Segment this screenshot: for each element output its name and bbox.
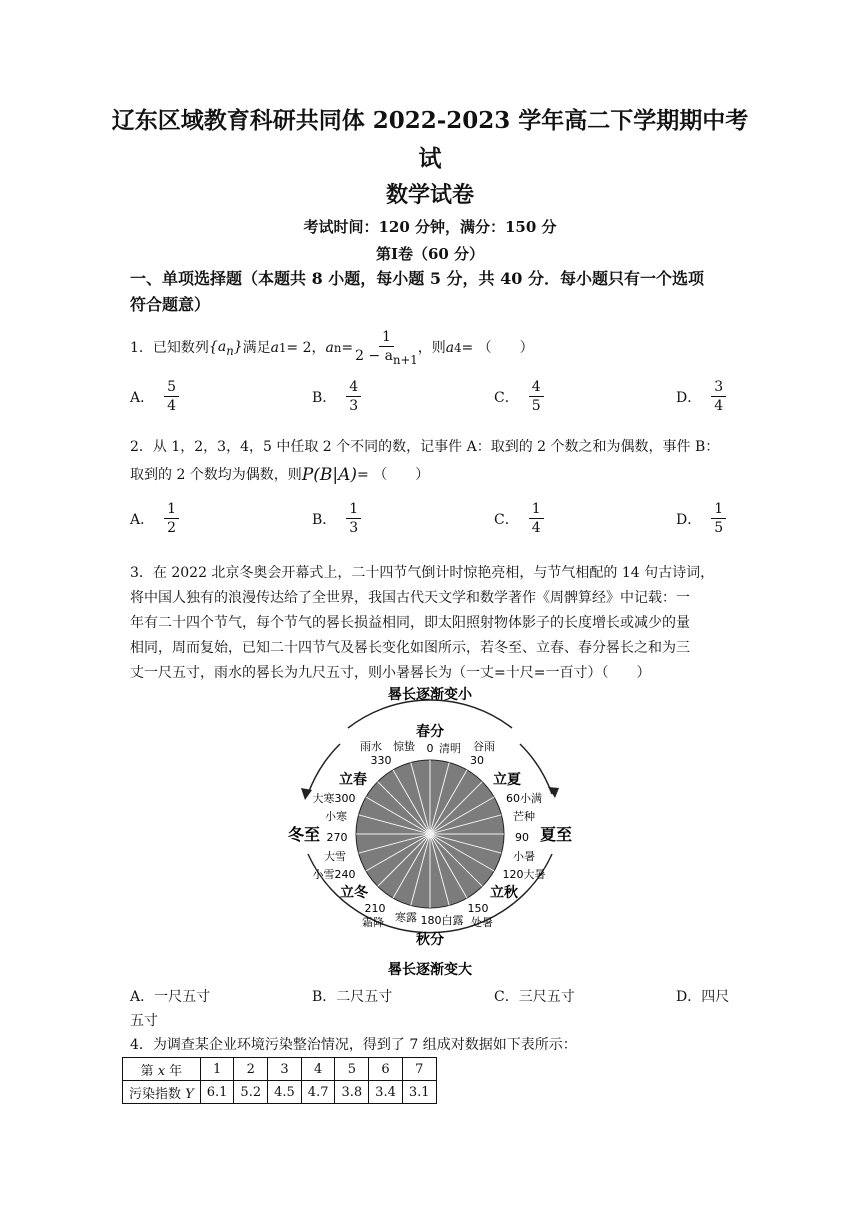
term-label: 小雪240 (312, 868, 356, 881)
figure-top-caption: 晷长逐渐变小 (388, 687, 472, 703)
q1-option-d[interactable] (676, 378, 726, 415)
term-label: 清明 (439, 742, 461, 755)
arrow-up-left-icon (301, 788, 312, 800)
option-text: 三尺五寸 (518, 989, 575, 1005)
term-label: 小寒 (325, 810, 347, 823)
q1-prefix: 1．已知数列 (130, 340, 209, 357)
q3-option-d[interactable] (676, 986, 729, 1006)
q1-frac-den-sub: n+1 (393, 352, 418, 367)
header-prefix: 第 (140, 1063, 158, 1079)
term-label: 270 (326, 831, 348, 844)
table-cell: 1 (200, 1058, 234, 1081)
q3-option-a[interactable] (130, 986, 210, 1006)
option-den: 5 (531, 398, 541, 414)
option-den: 3 (349, 520, 359, 536)
q1-mid2: ，则 (417, 340, 446, 357)
q1-frac-den (355, 347, 418, 369)
option-label: B． (312, 389, 337, 406)
question-1-stem (130, 328, 730, 369)
q1-an: a (325, 340, 334, 357)
term-label: 150 (467, 902, 489, 915)
q1-a1-eq: = 2， (286, 340, 326, 357)
exam-title-line2: 试 (418, 145, 442, 172)
term-label: 处暑 (471, 916, 493, 929)
table-cell: 5.2 (234, 1081, 268, 1104)
table-cell: 5 (335, 1058, 369, 1081)
term-label: 立秋 (490, 885, 518, 901)
q1-a4-sub: 4 (454, 341, 462, 356)
option-den: 3 (349, 398, 359, 414)
option-den: 5 (714, 520, 724, 536)
option-label: D． (676, 511, 702, 528)
question-2-line1: 2．从 1，2，3，4，5 中任取 2 个不同的数，记事件 A：取到的 2 个数之和为偶数，事件 B： (130, 439, 720, 455)
table-cell: 3.8 (335, 1081, 369, 1104)
option-text: 二尺五寸 (336, 989, 393, 1005)
option-label: B． (312, 511, 337, 528)
term-label: 惊蛰 (393, 740, 415, 753)
term-label: 210 (364, 902, 386, 915)
option-num: 1 (529, 500, 544, 519)
table-row (123, 1058, 437, 1081)
option-label: A． (130, 989, 155, 1005)
top-right-arc (520, 744, 552, 794)
q1-seq-close: } (233, 338, 243, 355)
option-num: 1 (711, 500, 726, 519)
q1-mid1: 满足 (242, 340, 271, 357)
q2-prefix: 取到的 2 个数均为偶数，则 (130, 467, 302, 483)
option-num: 4 (346, 378, 361, 397)
table-cell: 4 (301, 1058, 335, 1081)
q1-option-c[interactable] (494, 378, 544, 415)
table-cell: 4.5 (268, 1081, 302, 1104)
table-header-index (123, 1081, 201, 1104)
figure-bottom-caption: 晷长逐渐变大 (388, 962, 472, 978)
term-label: 春分 (416, 724, 444, 740)
option-label: C． (494, 989, 519, 1005)
option-text: 一尺五寸 (154, 989, 211, 1005)
term-label: 30 (470, 754, 484, 767)
term-label: 秋分 (416, 932, 444, 948)
question-3-line1: 3．在 2022 北京冬奥会开幕式上，二十四节气倒计时惊艳亮相，与节气相配的 14 句古诗词， (130, 565, 715, 581)
term-label: 立夏 (493, 772, 521, 788)
q2-prob: P(B|A) (301, 465, 358, 485)
term-label: 雨水 (360, 740, 382, 753)
header-suffix: 年 (165, 1063, 183, 1079)
q1-an-sub: n (333, 341, 342, 356)
q1-suffix: = （ ） (461, 340, 534, 357)
option-label: C． (494, 389, 519, 406)
table-row (123, 1081, 437, 1104)
q1-frac-den-text: 2 − a (355, 348, 393, 364)
term-label: 180白露 (420, 914, 464, 927)
term-label: 90 (515, 831, 529, 844)
section-heading-2: 符合题意） (130, 295, 211, 314)
q3-option-b[interactable] (312, 986, 392, 1006)
table-cell: 3.1 (402, 1081, 436, 1104)
terms-spokes (356, 760, 504, 908)
q1-frac-num: 1 (379, 328, 394, 347)
question-3-line2: 将中国人独有的浪漫传达给了全世界，我国古代天文学和数学著作《周髀算经》中记载：一 (130, 590, 690, 606)
header-var: Y (185, 1086, 194, 1102)
summer-solstice-label: 夏至 (539, 825, 573, 844)
table-cell: 6 (369, 1058, 403, 1081)
exam-info: 考试时间：120 分钟，满分：150 分 (303, 218, 557, 236)
q2-option-c[interactable] (494, 500, 544, 537)
term-label: 60小满 (506, 792, 542, 805)
option-den: 4 (531, 520, 541, 536)
top-left-arc (308, 744, 340, 794)
q2-option-b[interactable] (312, 500, 361, 537)
table-cell: 2 (234, 1058, 268, 1081)
q2-option-d[interactable] (676, 500, 726, 537)
q1-a4: a (445, 340, 455, 357)
subject-title: 数学试卷 (385, 182, 474, 208)
term-label: 谷雨 (473, 740, 495, 753)
term-label: 寒露 (395, 911, 417, 924)
part-heading: 第Ⅰ卷（60 分） (375, 245, 485, 263)
q1-seq-var: {a (208, 338, 227, 355)
term-label: 立冬 (340, 885, 368, 901)
term-label: 330 (370, 754, 392, 767)
option-num: 3 (711, 378, 726, 397)
option-label: C． (494, 511, 519, 528)
q1-seq (209, 334, 243, 364)
term-label: 0 (426, 742, 434, 755)
option-den: 2 (167, 520, 177, 536)
q2-option-a[interactable] (130, 500, 179, 537)
term-label: 小暑 (513, 850, 535, 863)
term-label: 立春 (339, 772, 367, 788)
question-2-line2 (130, 462, 730, 488)
header-var: x (157, 1063, 166, 1079)
table-cell: 3 (268, 1058, 302, 1081)
arrow-right-icon (548, 787, 559, 798)
table-cell: 6.1 (200, 1081, 234, 1104)
question-3-line3: 年有二十四个节气，每个节气的晷长损益相同，即太阳照射物体影子的长度增长或减少的量 (130, 615, 690, 631)
data-table (122, 1057, 437, 1104)
option-text: 四尺 (701, 989, 730, 1005)
q3-option-d-wrap: 五寸 (130, 1013, 158, 1029)
solar-terms-figure (270, 684, 590, 980)
term-label: 芒种 (513, 810, 535, 823)
option-label: D． (676, 389, 702, 406)
option-label: B． (312, 989, 337, 1005)
q1-an-eq: = (341, 340, 354, 357)
question-4-intro: 4．为调查某企业环境污染整治情况，得到了 7 组成对数据如下表所示： (130, 1037, 577, 1053)
section-heading-1: 一、单项选择题（本题共 8 小题，每小题 5 分，共 40 分．每小题只有一个选项 (130, 269, 704, 288)
header-prefix: 污染指数 (129, 1086, 186, 1102)
q3-option-c[interactable] (494, 986, 575, 1006)
option-den: 4 (714, 398, 724, 414)
winter-solstice-label: 冬至 (287, 825, 321, 844)
table-cell: 7 (402, 1058, 436, 1081)
option-num: 1 (346, 500, 361, 519)
term-label: 大寒300 (312, 792, 356, 805)
question-3-line5: 丈一尺五寸，雨水的晷长为九尺五寸，则小暑晷长为（一丈=十尺=一百寸）（ ） (130, 665, 651, 681)
option-label: A． (130, 389, 155, 406)
option-num: 5 (164, 378, 179, 397)
q1-a1-sub: 1 (278, 341, 287, 356)
question-3-line4: 相同，周而复始，已知二十四节气及晷长变化如图所示，若冬至、立春、春分晷长之和为三 (130, 640, 690, 656)
q1-option-a[interactable] (130, 378, 179, 415)
table-cell: 4.7 (301, 1081, 335, 1104)
table-cell: 3.4 (369, 1081, 403, 1104)
option-num: 1 (164, 500, 179, 519)
term-label: 120大暑 (502, 868, 546, 881)
table-header-year (123, 1058, 201, 1081)
option-num: 4 (529, 378, 544, 397)
exam-title-line1: 辽东区域教育科研共同体 2022-2023 学年高二下学期期中考 (111, 107, 749, 134)
term-label: 霜降 (362, 916, 384, 929)
q1-a1: a (270, 340, 279, 357)
option-den: 4 (167, 398, 177, 414)
term-label: 大雪 (324, 850, 346, 863)
q1-seq-sub: n (226, 343, 234, 358)
option-label: A． (130, 511, 155, 528)
q1-fraction (355, 328, 418, 369)
q1-option-b[interactable] (312, 378, 361, 415)
option-label: D． (676, 989, 702, 1005)
q2-suffix: = （ ） (357, 467, 430, 483)
